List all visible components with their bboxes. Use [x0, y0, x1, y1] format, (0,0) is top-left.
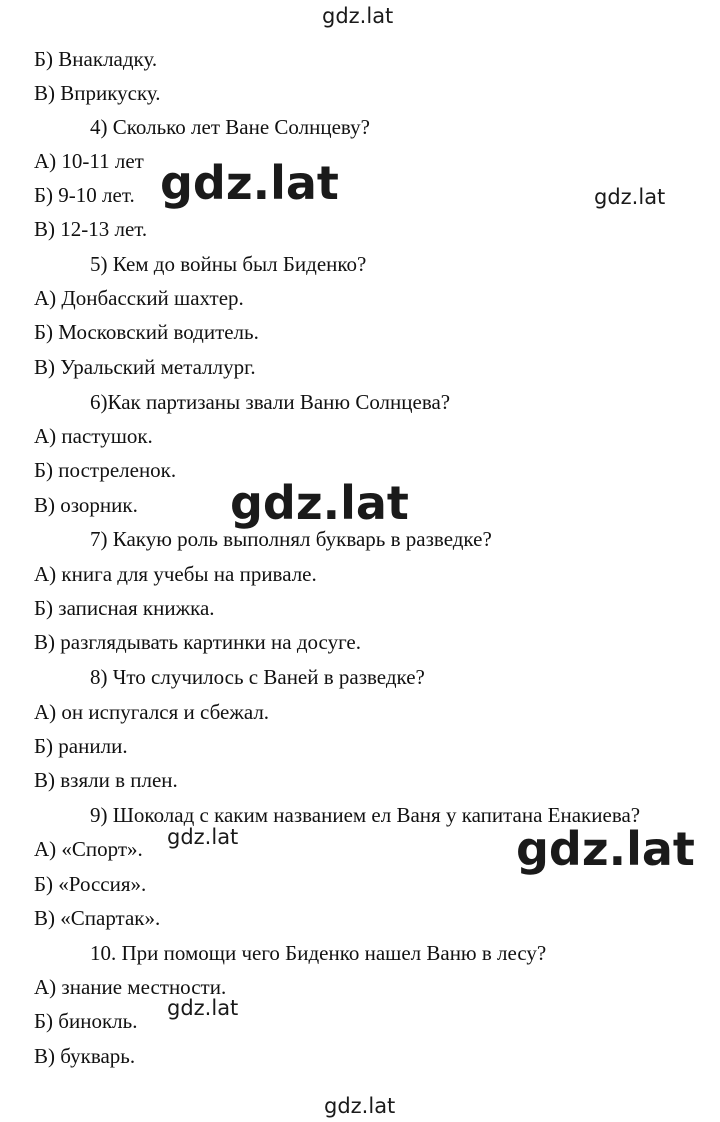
answer-line: В) 12-13 лет.: [34, 217, 148, 241]
watermark-text: gdz.lat: [167, 825, 239, 849]
question-line: 4) Сколько лет Ване Солнцеву?: [90, 115, 370, 139]
answer-line: Б) постреленок.: [34, 458, 177, 482]
question-line: 9) Шоколад с каким названием ел Ваня у капитана Енакиева?: [90, 803, 641, 827]
answer-line: Б) ранили.: [34, 734, 128, 758]
answer-line: В) разглядывать картинки на досуге.: [34, 630, 362, 654]
answer-line: В) Уральский металлург.: [34, 355, 256, 379]
watermark-text: gdz.lat: [594, 185, 666, 209]
answer-line: А) пастушок.: [34, 424, 153, 448]
answer-line: А) Донбасский шахтер.: [34, 286, 244, 310]
question-line: 10. При помощи чего Биденко нашел Ваню в лесу?: [90, 941, 547, 965]
answer-line: А) «Спорт».: [34, 837, 143, 861]
answer-line: В) Вприкуску.: [34, 81, 161, 105]
answer-line: Б) Московский водитель.: [34, 320, 259, 344]
question-line: 5) Кем до войны был Биденко?: [90, 252, 367, 276]
answer-line: В) «Спартак».: [34, 906, 161, 930]
question-line: 8) Что случилось с Ваней в разведке?: [90, 665, 425, 689]
answer-line: В) озорник.: [34, 493, 138, 517]
answer-line: В) взяли в плен.: [34, 768, 178, 792]
watermark-text: gdz.lat: [230, 476, 409, 530]
answer-line: Б) бинокль.: [34, 1009, 138, 1033]
watermark-text: gdz.lat: [167, 996, 239, 1020]
answer-line: В) букварь.: [34, 1044, 136, 1068]
question-line: 6)Как партизаны звали Ваню Солнцева?: [90, 390, 451, 414]
answer-line: Б) 9-10 лет.: [34, 183, 135, 207]
answer-line: А) знание местности.: [34, 975, 227, 999]
answer-line: А) 10-11 лет: [34, 149, 144, 173]
answer-line: А) книга для учебы на привале.: [34, 562, 317, 586]
watermark-text: gdz.lat: [160, 156, 339, 210]
answer-line: А) он испугался и сбежал.: [34, 700, 270, 724]
watermark-text: gdz.lat: [324, 1094, 396, 1118]
watermark-text: gdz.lat: [322, 4, 394, 28]
question-line: 7) Какую роль выполнял букварь в разведке?: [90, 527, 492, 551]
answer-line: Б) «Россия».: [34, 872, 147, 896]
answer-line: Б) записная книжка.: [34, 596, 215, 620]
watermark-text: gdz.lat: [516, 822, 695, 876]
answer-line: Б) Внакладку.: [34, 47, 158, 71]
